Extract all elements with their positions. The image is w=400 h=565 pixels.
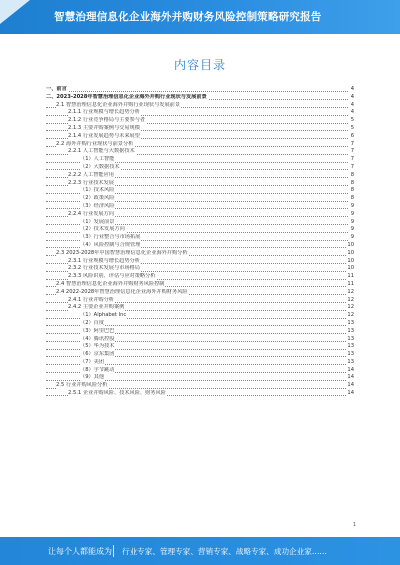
toc-entry-page: 13: [347, 335, 354, 342]
toc-entry-label: 2.4 2022-2028年智慧治理信息化企业海外并购财务风险: [56, 288, 188, 295]
toc-entry-page: 9: [350, 202, 354, 209]
header-corner-accent: [0, 0, 30, 24]
toc-entry-page: 14: [347, 390, 354, 397]
toc-entry-label: 2.5 行业并购风险分析: [56, 382, 108, 389]
toc-entry-page: 8: [350, 179, 354, 186]
toc-entry-label: 2.2.2 人工智能应用: [68, 171, 114, 178]
toc-entry-label: （3）阿里巴巴: [80, 327, 115, 334]
toc-entry-label: （2）百度: [80, 319, 105, 326]
toc-entry-label: （1）人工智能: [80, 156, 115, 163]
page-number: 1: [352, 522, 356, 528]
toc-entry-page: 13: [347, 351, 354, 358]
toc-entry-label: （9）其他: [80, 374, 105, 381]
toc-entry-label: （4）风险控制与合规管理: [80, 241, 141, 248]
toc-entry-page: 13: [347, 319, 354, 326]
toc-entry-page: 14: [347, 366, 354, 373]
toc-entry-label: （6）京东集团: [80, 351, 115, 358]
report-title: 智慧治理信息化企业海外并购财务风险控制策略研究报告: [54, 11, 322, 23]
toc-entry[interactable]: [46, 172, 354, 180]
toc-entry-label: 2.3.1 行业规模与增长趋势分析: [68, 257, 140, 264]
toc-entry-page: 4: [350, 101, 354, 108]
toc-entry[interactable]: [46, 382, 354, 390]
toc-entry-page: 4: [350, 109, 354, 116]
toc-entry-label: 2.4.1 行业并购分析: [68, 296, 114, 303]
toc-entry[interactable]: [46, 250, 354, 258]
toc-entry-page: 9: [350, 234, 354, 241]
toc-entry[interactable]: [46, 125, 354, 133]
toc-heading: 内容目录: [173, 58, 226, 72]
toc-entry-page: 7: [350, 140, 354, 147]
toc-entry[interactable]: [46, 211, 354, 219]
toc-entry-label: （2）大数据技术: [80, 163, 120, 170]
toc-entry[interactable]: [46, 320, 354, 328]
toc-entry[interactable]: [46, 343, 354, 351]
toc-entry-page: 12: [347, 304, 354, 311]
toc-entry-page: 7: [350, 148, 354, 155]
toc-entry-label: 2.1.3 主要并购案例与交易规模: [68, 124, 140, 131]
footer-slogan: 让每个人都能成为: [48, 547, 112, 556]
toc-entry-page: 10: [347, 257, 354, 264]
toc-entry-page: 8: [350, 171, 354, 178]
toc-entry[interactable]: [46, 117, 354, 125]
toc-entry[interactable]: [46, 367, 354, 375]
toc-entry-page: 6: [350, 132, 354, 139]
toc-entry-page: 14: [347, 382, 354, 389]
toc-entry-label: （1）Alphabet Inc: [80, 312, 127, 319]
toc-entry[interactable]: [46, 86, 354, 94]
toc-entry-label: 2.3.2 行业技术发展与市场格局: [68, 265, 140, 272]
toc-entry[interactable]: [46, 351, 354, 359]
toc-entry[interactable]: [46, 289, 354, 297]
toc-entry-page: 10: [347, 265, 354, 272]
toc-entry-page: 5: [350, 117, 354, 124]
toc-entry-page: 12: [347, 288, 354, 295]
toc-entry-label: （3）经济风险: [80, 202, 115, 209]
toc-entry-label: （1）技术风险: [80, 187, 115, 194]
toc-entry-page: 10: [347, 249, 354, 256]
toc-entry[interactable]: [46, 390, 354, 398]
toc-entry-label: 2.4.2 主要企业并购案例: [68, 304, 125, 311]
footer-banner: [0, 537, 400, 565]
toc-entry-page: 8: [350, 187, 354, 194]
toc-entry-label: 2.1.4 行业发展趋势与未来展望: [68, 132, 140, 139]
toc-entry[interactable]: [46, 281, 354, 289]
toc-entry[interactable]: [46, 359, 354, 367]
toc-entry[interactable]: [46, 109, 354, 117]
toc-entry[interactable]: [46, 156, 354, 164]
toc-entry[interactable]: [46, 226, 354, 234]
toc-entry-label: 2.2.1 人工智能与大数据技术: [68, 148, 135, 155]
toc-entry-page: 5: [350, 124, 354, 131]
toc-entry[interactable]: [46, 102, 354, 110]
toc-entry-label: （7）美团: [80, 358, 105, 365]
toc-entry[interactable]: [46, 273, 354, 281]
toc-entry-label: （2）技术发展方向: [80, 226, 125, 233]
toc-entry[interactable]: [46, 297, 354, 305]
toc-entry[interactable]: [46, 94, 354, 102]
toc-entry-label: 2.4 智慧治理信息化企业海外并购财务风险控制: [56, 280, 165, 287]
toc-entry-label: （4）腾讯控股: [80, 335, 115, 342]
toc-entry-page: 9: [350, 210, 354, 217]
toc-entry-label: （2）政策风险: [80, 195, 115, 202]
toc-entry[interactable]: [46, 336, 354, 344]
footer-divider: [113, 545, 114, 557]
toc-entry[interactable]: [46, 242, 354, 250]
toc-entry[interactable]: [46, 187, 354, 195]
toc-entry[interactable]: [46, 219, 354, 227]
toc-entry-page: 7: [350, 156, 354, 163]
toc-entry[interactable]: [46, 180, 354, 188]
toc-entry[interactable]: [46, 312, 354, 320]
toc-entry-page: 13: [347, 358, 354, 365]
table-of-contents: [46, 86, 354, 398]
toc-entry[interactable]: [46, 265, 354, 273]
toc-entry-page: 4: [350, 86, 354, 92]
toc-entry-label: （1）发展前景: [80, 218, 115, 225]
toc-entry-page: 9: [350, 218, 354, 225]
toc-entry-label: 2.1 智慧治理信息化企业海外并购行业现状与发展前景: [56, 101, 181, 108]
toc-entry[interactable]: [46, 328, 354, 336]
toc-entry[interactable]: [46, 164, 354, 172]
toc-entry-label: 2.1.1 行业规模与增长趋势分析: [68, 109, 140, 116]
toc-entry-label: 2.2 海外并购行业现状与前景分析: [56, 140, 134, 147]
toc-entry-page: 11: [347, 273, 354, 280]
toc-entry-label: 2.1.2 行业竞争格局与主要参与者: [68, 117, 146, 124]
toc-entry-page: 14: [347, 374, 354, 381]
toc-entry-label: 一、前言: [46, 86, 67, 92]
toc-entry[interactable]: [46, 195, 354, 203]
toc-entry-label: 2.3 2023-2028年中国智慧治理信息化企业海外并购分析: [56, 249, 188, 256]
toc-entry-page: 12: [347, 296, 354, 303]
toc-entry[interactable]: [46, 141, 354, 149]
toc-entry-page: 13: [347, 327, 354, 334]
toc-entry-label: 2.3.3 风险识别、评估与应对策略分析: [68, 273, 156, 280]
header-banner: [0, 0, 400, 34]
toc-entry[interactable]: [46, 374, 354, 382]
toc-entry-page: 11: [347, 280, 354, 287]
toc-entry-label: （8）字节跳动: [80, 366, 115, 373]
toc-entry-label: （5）华为技术: [80, 343, 115, 350]
toc-entry[interactable]: [46, 234, 354, 242]
toc-entry-page: 13: [347, 343, 354, 350]
toc-entry-page: 12: [347, 312, 354, 319]
toc-entry[interactable]: [46, 133, 354, 141]
toc-entry-label: 2.5.1 企业并购风险、技术风险、财务风险: [68, 390, 166, 397]
toc-entry-page: 8: [350, 195, 354, 202]
toc-entry[interactable]: [46, 258, 354, 266]
toc-entry[interactable]: [46, 203, 354, 211]
toc-entry[interactable]: [46, 304, 354, 312]
toc-entry-page: 10: [347, 241, 354, 248]
toc-entry-label: 2.2.3 行业技术发展: [68, 179, 114, 186]
toc-entry-label: （3）行业整合与市场拓展: [80, 234, 141, 241]
footer-roles: 行业专家、管理专家、营销专家、战略专家、成功企业家……: [122, 547, 328, 556]
toc-leader-dots: [46, 91, 348, 92]
toc-entry-label: 二、2023-2028年智慧治理信息化企业海外并购行业现状与发展前景: [46, 93, 207, 100]
toc-entry-label: 2.2.4 行业发展方向: [68, 210, 114, 217]
toc-entry-page: 4: [350, 93, 354, 100]
toc-entry-page: 9: [350, 226, 354, 233]
toc-entry[interactable]: [46, 148, 354, 156]
toc-entry-page: 7: [350, 163, 354, 170]
